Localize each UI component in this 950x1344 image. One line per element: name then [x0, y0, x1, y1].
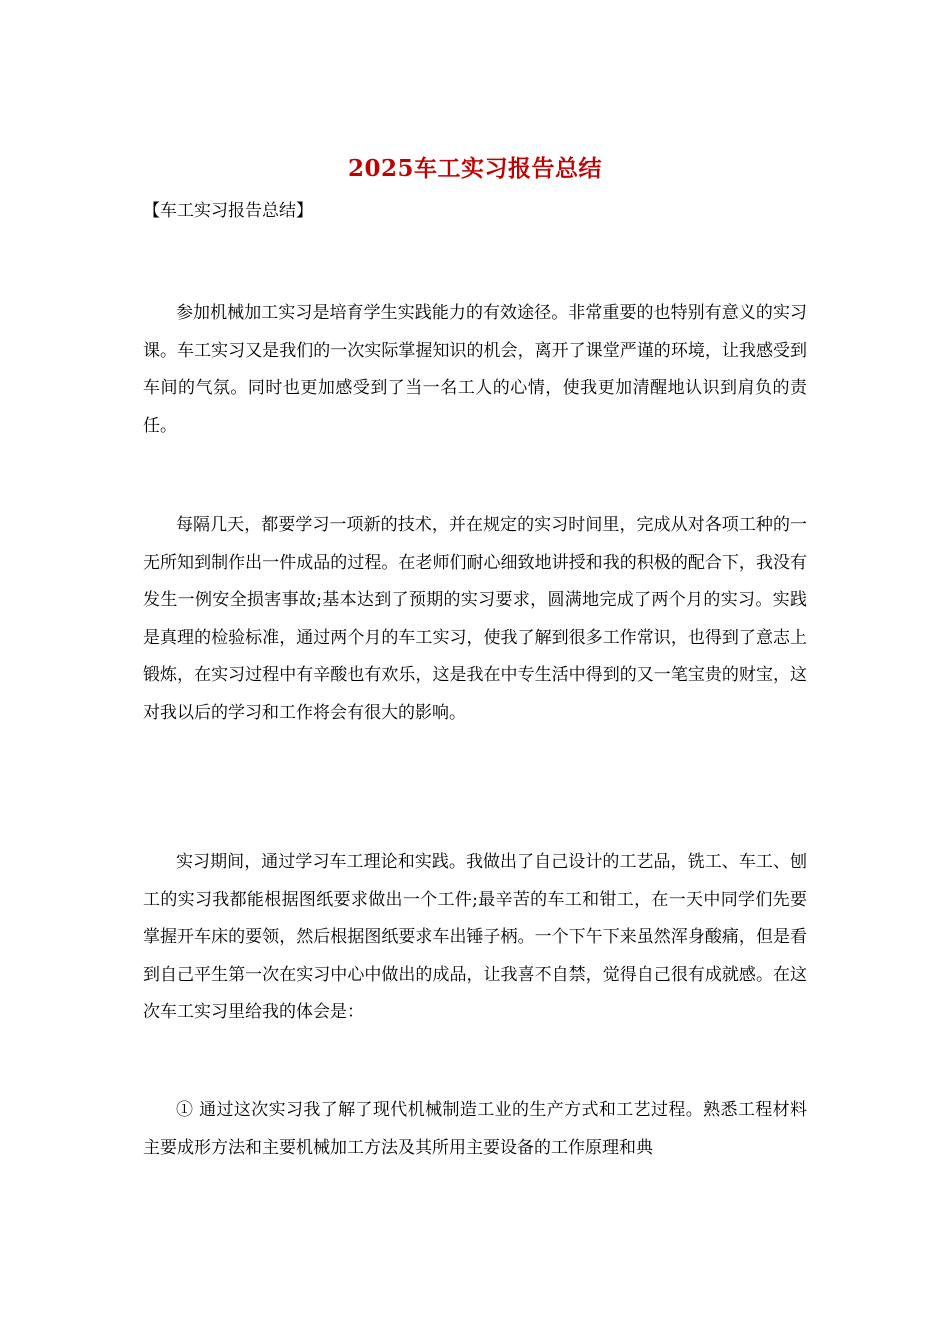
paragraph-1: 参加机械加工实习是培育学生实践能力的有效途径。非常重要的也特别有意义的实习课。车工实习又是我们的一次实际掌握知识的机会，离开了课堂严谨的环境，让我感受到车间的气氛。同时也更加感受到了当一名工人的心情，使我更加清醒地认识到肩负的责任。	[143, 303, 807, 436]
document-subheading: 【车工实习报告总结】	[143, 201, 313, 221]
paragraph-2: 每隔几天，都要学习一项新的技术，并在规定的实习时间里，完成从对各项工种的一无所知到制作出一件成品的过程。在老师们耐心细致地讲授和我的积极的配合下，我没有发生一例安全损害事故;基本达到了预期的实习要求，圆满地完成了两个月的实习。实践是真理的检验标准，通过两个月的车工实习，使我了解到很多工作常识，也得到了意志上锻炼，在实习过程中有辛酸也有欢乐，这是我在中专生活中得到的又一笔宝贵的财宝，这对我以后的学习和工作将会有很大的影响。	[143, 515, 807, 723]
paragraph-3: 实习期间，通过学习车工理论和实践。我做出了自己设计的工艺品，铣工、车工、刨工的实习我都能根据图纸要求做出一个工件;最辛苦的车工和钳工，在一天中同学们先要掌握开车床的要领，然后根据图纸要求车出锤子柄。一个下午下来虽然浑身酸痛，但是看到自己平生第一次在实习中心中做出的成品，让我喜不自禁，觉得自己很有成就感。在这次车工实习里给我的体会是：	[143, 852, 807, 1022]
paragraph-4: ① 通过这次实习我了解了现代机械制造工业的生产方式和工艺过程。熟悉工程材料主要成形方法和主要机械加工方法及其所用主要设备的工作原理和典	[143, 1100, 807, 1158]
document-title: 2025车工实习报告总结	[347, 155, 602, 182]
